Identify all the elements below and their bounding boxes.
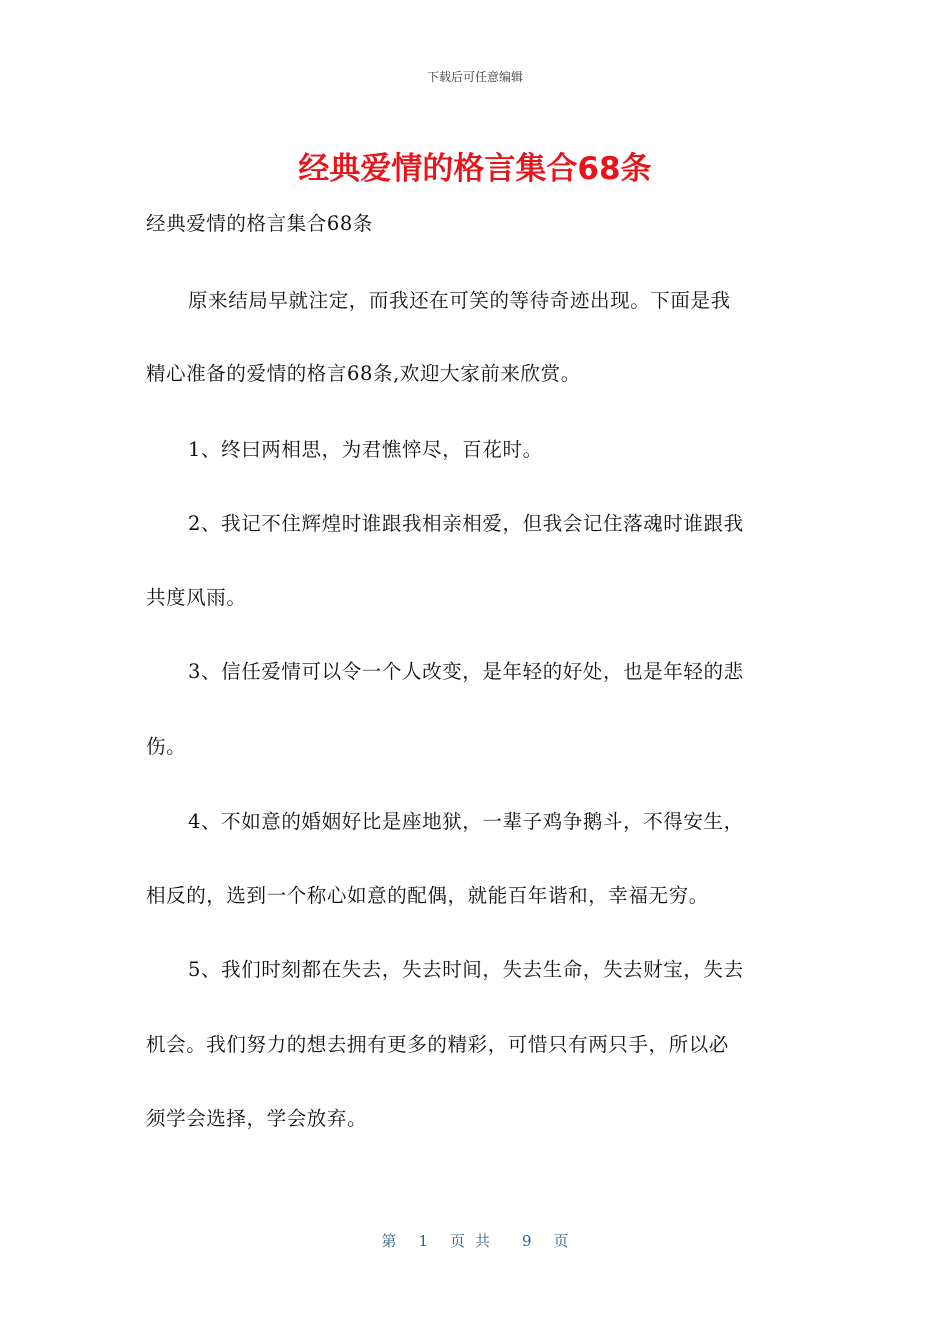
quote-line: 相反的，选到一个称心如意的配偶，就能百年谐和，幸福无穷。 (146, 884, 709, 907)
footer-prefix: 第 (381, 1232, 397, 1250)
quote-line: 伤。 (146, 735, 187, 758)
quote-line: 4、不如意的婚姻好比是座地狱，一辈子鸡争鹅斗，不得安生， (188, 810, 744, 833)
quote-line: 1、终曰两相思，为君憔悴尽，百花时。 (188, 438, 543, 461)
document-title: 经典爱情的格言集合68条 (298, 151, 652, 187)
page-footer (0, 1230, 950, 1251)
footer-middle: 页共 (449, 1232, 500, 1250)
paragraph-line: 原来结局早就注定，而我还在可笑的等待奇迹出现。下面是我 (188, 289, 731, 312)
paragraph-line: 精心准备的爱情的格言68条,欢迎大家前来欣赏。 (146, 362, 581, 385)
header-note: 下载后可任意编辑 (426, 70, 523, 84)
quote-line: 2、我记不住辉煌时谁跟我相亲相爱，但我会记住落魂时谁跟我 (188, 512, 744, 535)
quote-line: 共度风雨。 (146, 586, 247, 609)
footer-suffix: 页 (553, 1232, 569, 1250)
quote-line: 5、我们时刻都在失去，失去时间，失去生命，失去财宝，失去 (188, 958, 744, 981)
quote-line: 机会。我们努力的想去拥有更多的精彩，可惜只有两只手，所以必 (146, 1033, 729, 1056)
subtitle-line: 经典爱情的格言集合68条 (146, 212, 374, 235)
quote-line: 须学会选择，学会放弃。 (146, 1107, 368, 1130)
footer-page-number: 1 (418, 1232, 428, 1250)
quote-line: 3、信任爱情可以令一个人改变，是年轻的好处，也是年轻的悲 (188, 660, 744, 683)
footer-total-pages: 9 (522, 1232, 532, 1250)
